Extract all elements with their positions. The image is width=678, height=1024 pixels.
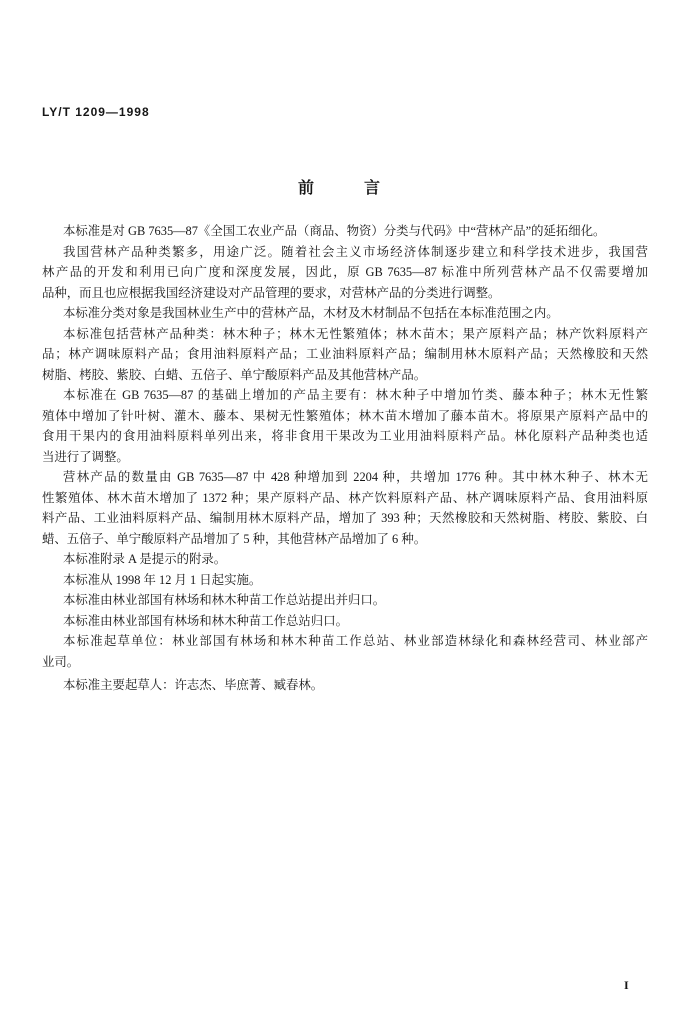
paragraph-line: 殖体中增加了针叶树、灌木、藤本、果树无性繁殖体；林木苗木增加了藤本苗木。将原果产原料产品中的 [42, 408, 648, 423]
paragraph-line: 蜡、五倍子、单宁酸原料产品增加了 5 种，其他营林产品增加了 6 种。 [42, 531, 427, 546]
paragraph [42, 324, 648, 386]
paragraph-line: 性繁殖体、林木苗木增加了 1372 种；果产原料产品、林产饮料原料产品、林产调味原料产品、食用油料原 [42, 490, 648, 505]
paragraph-line: 本标准从 1998 年 12 月 1 日起实施。 [63, 572, 262, 587]
paragraph-line: 营林产品的数量由 GB 7635—87 中 428 种增加到 2204 种，共增加 1776 种。其中林木种子、林木无 [63, 470, 648, 484]
paragraph-line: 我国营林产品种类繁多，用途广泛。随着社会主义市场经济体制逐步建立和科学技术进步，我国营 [63, 244, 648, 259]
page-number: I [624, 978, 629, 992]
paragraph [42, 611, 648, 632]
paragraph-line: 食用干果内的食用油料原料单列出来，将非食用干果改为工业用油料原料产品。林化原料产品种类也适 [42, 429, 648, 443]
paragraph [42, 221, 648, 242]
paragraph [42, 570, 648, 591]
standard-code: LY/T 1209—1998 [42, 105, 150, 119]
paragraph [42, 631, 648, 672]
paragraph-line: 本标准是对 GB 7635—87《全国工农业产品（商品、物资）分类与代码》中“营林产品”的延拓细化。 [63, 224, 606, 238]
paragraph [42, 590, 648, 611]
foreword-body [42, 221, 648, 696]
paragraph-line: 本标准附录 A 是提示的附录。 [63, 552, 227, 566]
paragraph-line: 业司。 [42, 654, 80, 669]
paragraph-line: 本标准起草单位：林业部国有林场和林木种苗工作总站、林业部造林绿化和森林经营司、林业部产 [63, 634, 648, 648]
paragraph-line: 本标准包括营林产品种类：林木种子；林木无性繁殖体；林木苗木；果产原料产品；林产饮料原料产 [63, 326, 648, 341]
paragraph [42, 675, 648, 696]
title-container [0, 178, 678, 199]
paragraph-line: 品种，而且也应根据我国经济建设对产品管理的要求，对营林产品的分类进行调整。 [42, 285, 501, 300]
paragraph-line: 料产品、工业油料原料产品、编制用林木原料产品，增加了 393 种；天然橡胶和天然树脂、栲胶、紫胶、白 [42, 511, 648, 525]
paragraph [42, 303, 648, 324]
paragraph [42, 242, 648, 304]
paragraph-line: 林产品的开发和利用已向广度和深度发展，因此，原 GB 7635—87 标准中所列营林产品不仅需要增加 [42, 265, 648, 279]
paragraph-line: 品；林产调味原料产品；食用油料原料产品；工业油料原料产品；编制用林木原料产品；天然橡胶和天然 [42, 347, 648, 361]
paragraph [42, 385, 648, 467]
paragraph-line: 本标准由林业部国有林场和林木种苗工作总站提出并归口。 [63, 593, 386, 607]
paragraph-line: 本标准主要起草人：许志杰、毕庶菁、臧春林。 [63, 678, 324, 692]
page-title: 前言 [297, 178, 430, 197]
paragraph-line: 本标准由林业部国有林场和林木种苗工作总站归口。 [63, 613, 348, 628]
paragraph-line: 树脂、栲胶、紫胶、白蜡、五倍子、单宁酸原料产品及其他营林产品。 [42, 367, 427, 382]
paragraph [42, 549, 648, 570]
paragraph [42, 467, 648, 549]
paragraph-line: 本标准分类对象是我国林业生产中的营林产品，木材及木材制品不包括在本标准范围之内。 [63, 306, 559, 320]
paragraph-line: 本标准在 GB 7635—87 的基础上增加的产品主要有：林木种子中增加竹类、藤本种子；林木无性繁 [63, 388, 648, 402]
paragraph-line: 当进行了调整。 [42, 449, 129, 464]
